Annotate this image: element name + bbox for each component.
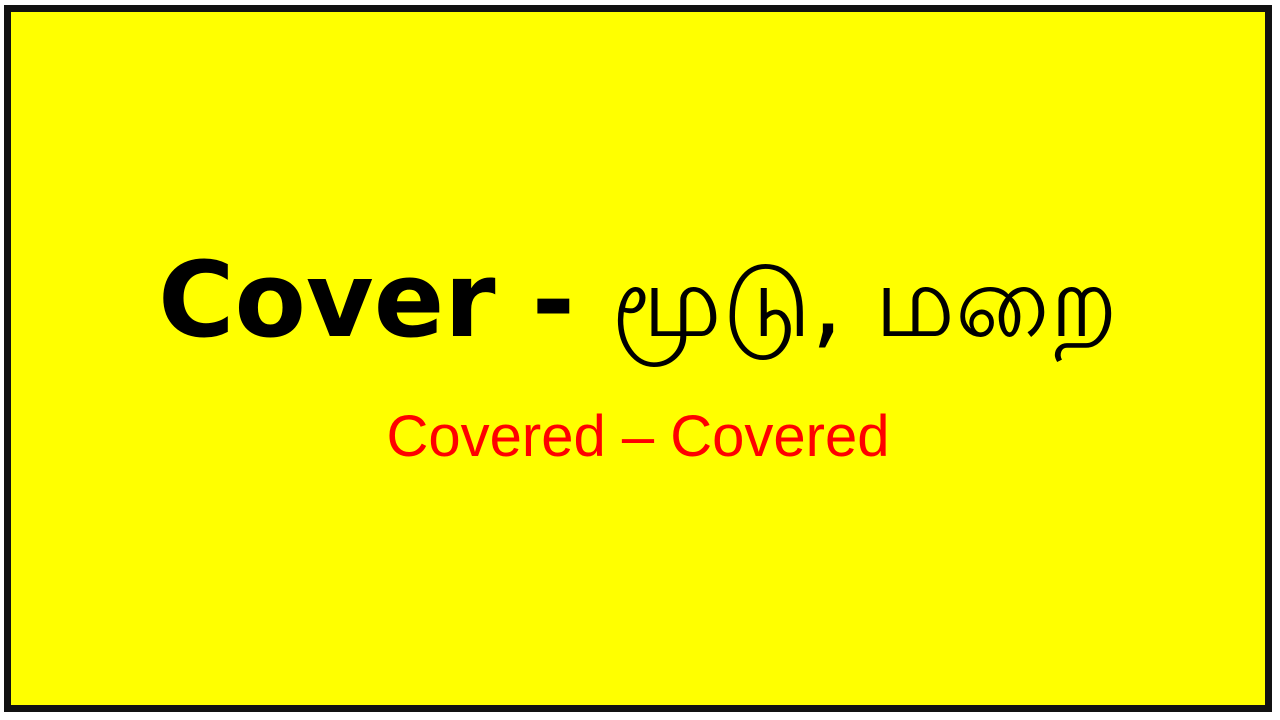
headline [11,240,1265,362]
subtitle: Covered – Covered [386,404,890,469]
vocabulary-card [4,5,1272,712]
headline-tamil: மூடு, மறை [611,243,1118,360]
headline-english: Cover - [158,239,612,361]
